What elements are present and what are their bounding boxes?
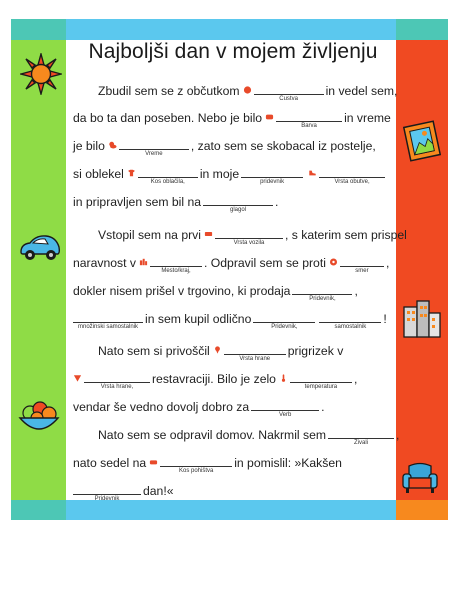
- story-line: Vrsta hrane, restavraciji. Bilo je zelo temperatura ,: [73, 370, 391, 386]
- shirt-icon: [127, 169, 136, 177]
- color-band-top-left: [11, 19, 66, 40]
- story-line: Nato sem se odpravil domov. Nakrmil sem Živali ,: [98, 428, 400, 446]
- sun-icon: [20, 53, 62, 95]
- compass-icon: [329, 258, 338, 266]
- story-line: Zbudil sem se z občutkom Čustva in vedel sem,: [98, 84, 398, 102]
- story-line: Nato sem si privoščil Vrsta hrane prigrizek v: [98, 344, 344, 362]
- story-line: in pripravljen sem bil na glagol .: [73, 195, 279, 213]
- story-line: Vstopil sem na prvi Vrsta vozila , s katerim sem prispel: [98, 228, 407, 246]
- answer-blank[interactable]: Verb: [251, 398, 319, 411]
- weather-icon: [108, 141, 117, 149]
- color-band-top-right: [396, 19, 448, 40]
- story-line: nato sedel na Kos pohištva in pomislil: »Kakšen: [73, 456, 342, 474]
- answer-blank[interactable]: Mesto/kraj,: [150, 254, 202, 267]
- story-line: vendar še vedno dovolj dobro za Verb .: [73, 400, 325, 418]
- answer-blank[interactable]: Pridevnik,: [253, 310, 315, 323]
- color-band-right: [396, 40, 448, 500]
- armchair-icon: [400, 460, 440, 496]
- story-line: dokler nisem prišel v trgovino, ki prodaja Pridevnik, ,: [73, 284, 358, 302]
- answer-blank[interactable]: pridevnik: [241, 165, 303, 178]
- fruit-bowl-icon: [17, 398, 61, 438]
- answer-blank[interactable]: Vrsta vozila: [215, 226, 283, 239]
- answer-blank[interactable]: Živali: [328, 426, 394, 439]
- thermometer-icon: [279, 374, 288, 382]
- buildings-icon: [400, 298, 444, 340]
- story-line: Pridevnik dan!«: [73, 482, 391, 498]
- city-icon: [139, 258, 148, 266]
- sofa-icon: [149, 458, 158, 466]
- answer-blank[interactable]: množinski samostalnik: [73, 310, 143, 323]
- paint-icon: [265, 113, 274, 121]
- story-line: naravnost v Mesto/kraj, . Odpravil sem se proti smer ,: [73, 256, 390, 274]
- story-line: množinski samostalnik in sem kupil odlično Pridevnik, samostalnik !: [73, 310, 391, 326]
- framed-picture-icon: [402, 120, 442, 162]
- ice-cream-icon: [213, 346, 222, 354]
- answer-blank[interactable]: smer: [340, 254, 384, 267]
- color-band-top: [66, 19, 396, 40]
- answer-blank[interactable]: Kos oblačila,: [138, 165, 198, 178]
- color-band-bottom-right: [396, 500, 448, 520]
- answer-blank[interactable]: Pridevnik,: [292, 282, 352, 295]
- answer-blank[interactable]: samostalnik: [319, 310, 381, 323]
- car-icon: [18, 232, 62, 264]
- answer-blank[interactable]: Vreme: [119, 137, 189, 150]
- answer-blank[interactable]: Vrsta obutve,: [319, 165, 385, 178]
- color-band-bottom-left: [11, 500, 66, 520]
- story-line: je bilo Vreme , zato sem se skobacal iz postelje,: [73, 139, 376, 157]
- bus-icon: [204, 230, 213, 238]
- answer-blank[interactable]: Vrsta hrane,: [84, 370, 150, 383]
- story-line: si oblekel Kos oblačila, in moje pridevnik Vrsta obutve,: [73, 165, 391, 181]
- answer-blank[interactable]: temperatura: [290, 370, 352, 383]
- answer-blank[interactable]: Vrsta hrane: [224, 342, 286, 355]
- smiley-icon: [243, 86, 252, 94]
- color-band-bottom: [66, 500, 396, 520]
- answer-blank[interactable]: glagol: [203, 193, 273, 206]
- answer-blank[interactable]: Čustva: [254, 82, 324, 95]
- answer-blank[interactable]: Barva: [276, 109, 342, 122]
- pizza-icon: [73, 374, 82, 382]
- story-line: da bo ta dan poseben. Nebo je bilo Barva in vreme: [73, 111, 391, 129]
- shoe-icon: [308, 169, 317, 177]
- answer-blank[interactable]: Kos pohištva: [160, 454, 232, 467]
- page-title: Najboljši dan v mojem življenju: [88, 40, 378, 63]
- answer-blank[interactable]: Pridevnik: [73, 482, 141, 495]
